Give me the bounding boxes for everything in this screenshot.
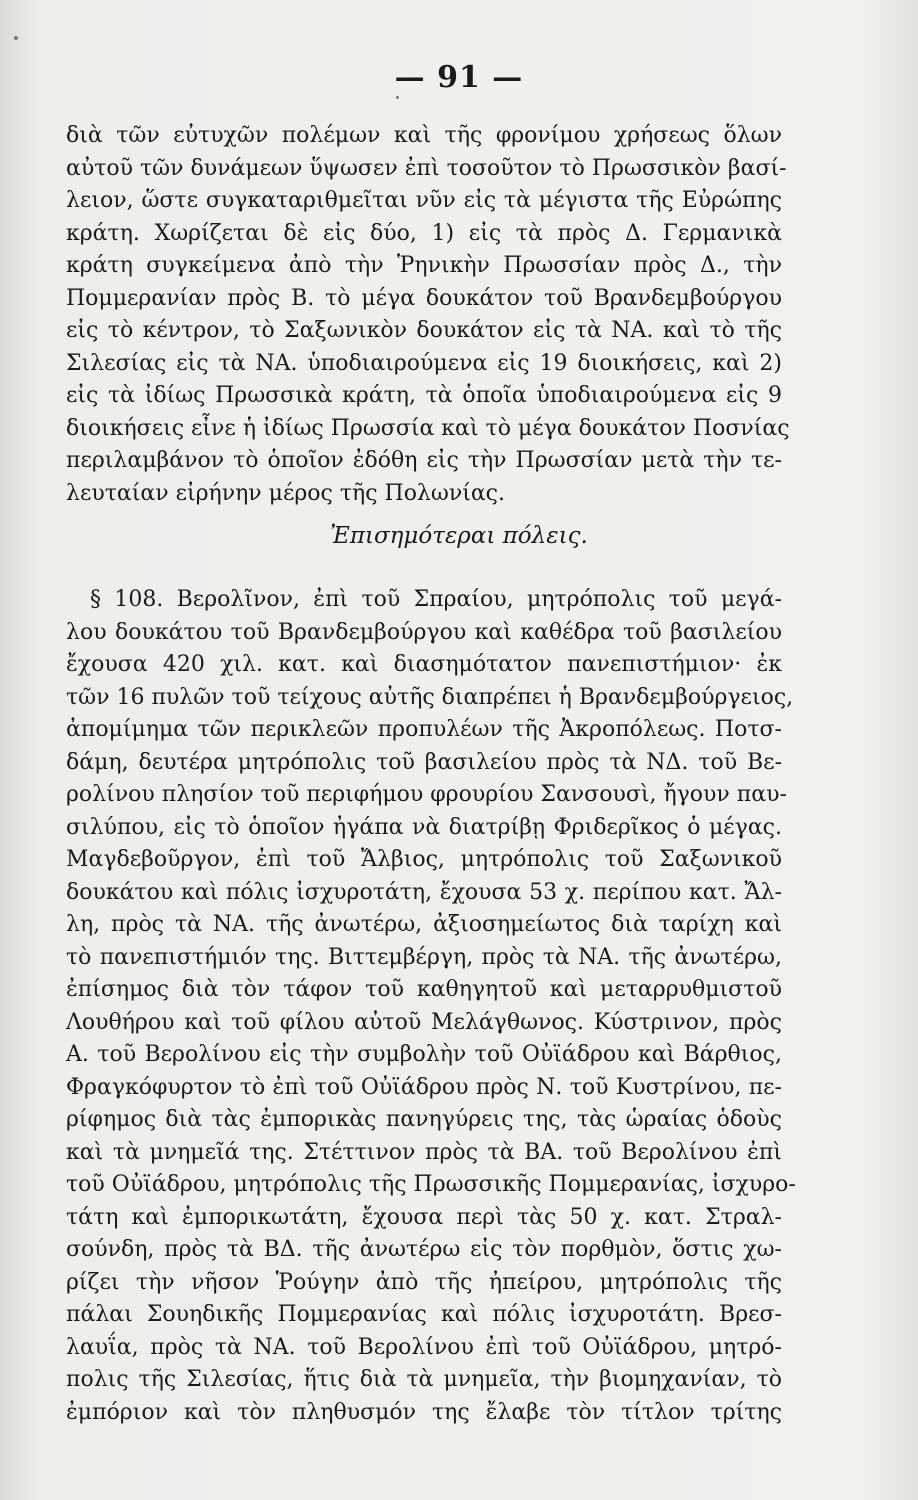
section-heading: Ἐπισημότεραι πόλεις. — [330, 523, 588, 549]
text-line: τοῦ Οὐϊάδρου, μητρόπολις τῆς Πρωσσικῆς Πομμερανίας, ἰσχυρο- — [66, 1172, 796, 1197]
text-line: ἀπομίμημα τῶν περικλεῶν προπυλέων τῆς Ἀκροπόλεως. Ποτσ- — [66, 717, 782, 742]
text-line: τάτη καὶ ἐμπορικωτάτη, ἔχουσα περὶ τὰς 50 χ. κατ. Στραλ- — [66, 1204, 782, 1230]
text-line: τῶν 16 πυλῶν τοῦ τείχους αὐτῆς διαπρέπει ἡ Βρανδεμβούργειος, — [66, 684, 794, 710]
page-number: — 91 — — [394, 60, 524, 95]
text-line: Μαγδεβοῦργον, ἐπὶ τοῦ Ἄλβιος, μητρόπολις τοῦ Σαξωνικοῦ — [66, 847, 782, 872]
text-line: ἔχουσα 420 χιλ. κατ. καὶ διασημότατον πανεπιστήμιον· ἐκ — [66, 652, 782, 677]
text-line: κράτη. Χωρίζεται δὲ εἰς δύο, 1) εἰς τὰ πρὸς Δ. Γερμανικὰ — [66, 220, 782, 246]
text-line: λαυΐα, πρὸς τὰ ΝΑ. τοῦ Βερολίνου ἐπὶ τοῦ Οὐϊάδρου, μητρό- — [66, 1334, 782, 1360]
text-line: ἐμπόριον καὶ τὸν πληθυσμόν της ἔλαβε τὸν τίτλον τρίτης — [66, 1399, 782, 1425]
text-line: λευταίαν εἰρήνην μέρος τῆς Πολωνίας. — [66, 480, 505, 506]
text-line: εἰς τὰ ἰδίως Πρωσσικὰ κράτη, τὰ ὁποῖα ὑποδιαιρούμενα εἰς 9 — [66, 383, 782, 408]
text-line: δάμη, δευτέρα μητρόπολις τοῦ βασιλείου πρὸς τὰ ΝΔ. τοῦ Βε- — [66, 749, 782, 775]
text-line: ρολίνου πλησίον τοῦ περιφήμου φρουρίου Σανσουσὶ, ἤγουν παυ- — [66, 782, 787, 807]
scan-speck — [396, 96, 399, 99]
text-line: λη, πρὸς τὰ ΝΑ. τῆς ἀνωτέρω, ἀξιοσημείωτος διὰ ταρίχη καὶ — [66, 912, 782, 937]
text-line: διοικήσεις εἶνε ἡ ἰδίως Πρωσσία καὶ τὸ μέγα δουκάτον Ποσνίας — [66, 415, 790, 441]
text-line: καὶ τὰ μνημεῖά της. Στέττινον πρὸς τὰ ΒΑ. τοῦ Βερολίνου ἐπὶ — [66, 1139, 782, 1165]
text-line: Α. τοῦ Βερολίνου εἰς τὴν συμβολὴν τοῦ Οὐϊάδρου καὶ Βάρθιος, — [66, 1042, 782, 1067]
text-line: ρίζει τὴν νῆσον Ῥούγην ἀπὸ τῆς ἠπείρου, μητρόπολις τῆς — [66, 1269, 782, 1295]
paragraph-section-108 — [66, 584, 796, 1429]
text-line: Φραγκόφυρτον τὸ ἐπὶ τοῦ Οὐϊάδρου πρὸς Ν. τοῦ Κυστρίνου, πε- — [66, 1074, 782, 1100]
text-line: δουκάτου καὶ πόλις ἰσχυροτάτη, ἔχουσα 53 χ. περίπου κατ. Ἄλ- — [66, 879, 782, 905]
paragraph-prussia-divisions — [66, 120, 790, 510]
text-line: ρίφημος διὰ τὰς ἐμπορικὰς πανηγύρεις της, τὰς ὡραίας ὁδοὺς — [66, 1107, 782, 1132]
text-line: λου δουκάτου τοῦ Βρανδεμβούργου καὶ καθέδρα τοῦ βασιλείου — [66, 619, 782, 645]
scan-speck — [14, 36, 18, 40]
text-line: τὸ πανεπιστήμιόν της. Βιττεμβέργη, πρὸς τὰ ΝΑ. τῆς ἀνωτέρω, — [66, 944, 782, 970]
text-line: σούνδη, πρὸς τὰ ΒΔ. τῆς ἀνωτέρω εἰς τὸν πορθμὸν, ὅστις χω- — [66, 1237, 782, 1262]
text-line: κράτη συγκείμενα ἀπὸ τὴν Ῥηνικὴν Πρωσσίαν πρὸς Δ., τὴν — [66, 253, 782, 278]
text-line: πάλαι Σουηδικῆς Πομμερανίας καὶ πόλις ἰσχυροτάτη. Βρεσ- — [66, 1302, 782, 1327]
text-line: πολις τῆς Σιλεσίας, ἥτις διὰ τὰ μνημεῖα, τὴν βιομηχανίαν, τὸ — [66, 1367, 782, 1392]
text-line: αὐτοῦ τῶν δυνάμεων ὕψωσεν ἐπὶ τοσοῦτον τὸ Πρωσσικὸν βασί- — [66, 155, 787, 181]
text-line: περιλαμβάνον τὸ ὁποῖον ἐδόθη εἰς τὴν Πρωσσίαν μετὰ τὴν τε- — [66, 448, 782, 473]
text-line: Λουθήρου καὶ τοῦ φίλου αὐτοῦ Μελάγθωνος. Κύστρινον, πρὸς — [66, 1009, 782, 1035]
text-line: λειον, ὥστε συγκαταριθμεῖται νῦν εἰς τὰ μέγιστα τῆς Εὐρώπης — [66, 188, 782, 213]
text-line: Πομμερανίαν πρὸς Β. τὸ μέγα δουκάτον τοῦ Βρανδεμβούργου — [66, 285, 782, 311]
text-line: εἰς τὸ κέντρον, τὸ Σαξωνικὸν δουκάτον εἰς τὰ ΝΑ. καὶ τὸ τῆς — [66, 318, 782, 343]
text-line: σιλύπου, εἰς τὸ ὁποῖον ἠγάπα νὰ διατρίβῃ Φριδερῖκος ὁ μέγας. — [66, 814, 782, 840]
text-line: διὰ τῶν εὐτυχῶν πολέμων καὶ τῆς φρονίμου χρήσεως ὅλων — [66, 123, 782, 148]
text-line: Σιλεσίας εἰς τὰ ΝΑ. ὑποδιαιρούμενα εἰς 19 διοικήσεις, καὶ 2) — [66, 350, 782, 376]
text-line: ἐπίσημος διὰ τὸν τάφον τοῦ καθηγητοῦ καὶ μεταρρυθμιστοῦ — [66, 977, 782, 1002]
text-line: § 108. Βερολῖνον, ἐπὶ τοῦ Σπραίου, μητρόπολις τοῦ μεγά- — [90, 587, 782, 612]
